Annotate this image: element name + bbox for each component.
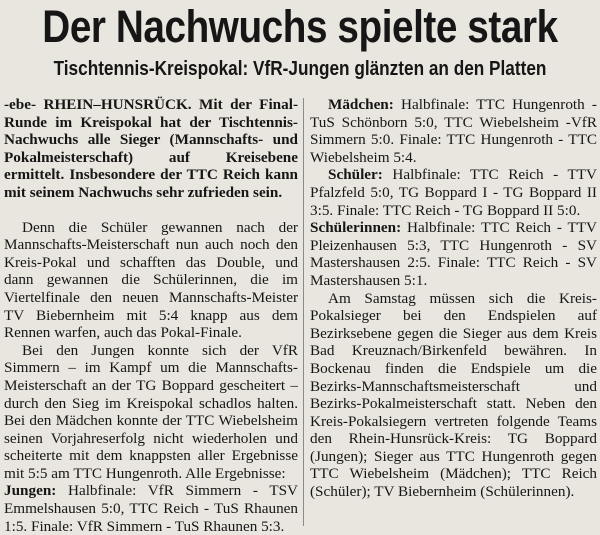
results-jungen-text: Halbfinale: VfR Simmern - TSV Emmelshausen 5:0, TTC Reich - TuS Rhaunen 1:5. Finale: VfR Simmern - TuS Rhaunen 5:3. <box>4 482 299 535</box>
results-schueler-text: Halbfinale: TTC Reich - TTV Pfalzfeld 5:0, TG Boppard I - TG Boppard II 3:5. Finale: TTC Reich - TG Boppard II 5:0. <box>310 166 597 219</box>
results-schuelerinnen <box>310 219 597 289</box>
body-paragraph-2: Bei den Jungen konnte sich der VfR Simmern – im Kampf um die Mannschafts-Meisterschaft an der TG Boppard gescheitert – durch den Sieg im Kreispokal schadlos halten. Bei den Mädchen konnte der TTC Wiebelsheim seinen Vorjahreserfolg nicht wiederholen und scheiterte mit dem knappsten aller Ergebnisse mit 5:5 am TTC Hungenroth. Alle Ergebnisse: <box>4 341 298 482</box>
results-schueler <box>310 166 597 219</box>
results-jungen-label: Jungen: <box>4 482 57 500</box>
body-paragraph-3: Am Samstag müssen sich die Kreis-Pokalsieger bei den Endspielen auf Bezirksebene gegen die Sieger aus dem Kreis Bad Kreuznach/Birkenfeld bewähren. In Bockenau finden die Endspiele um die Bezirks-Mannschaftsmeisterschaft und Bezirks-Pokalmeisterschaft statt. Neben den Kreis-Pokalsiegern vertreten folgende Teams den Rhein-Hunsrück-Kreis: TG Boppard (Jungen); Sieger aus TTC Hungenroth gegen TTC Wiebelsheim (Mädchen); TTC Reich (Schüler); TV Biebernheim (Schülerinnen). <box>310 289 597 501</box>
headline: Der Nachwuchs spielte stark <box>42 1 558 52</box>
results-schuelerinnen-text: Halbfinale: TTC Reich - TTV Pleizenhausen 5:3, TTC Hungenroth - SV Mastershausen 2:5. Finale: TTC Reich - SV Mastershausen 5:1. <box>310 219 597 289</box>
column-left <box>4 96 298 535</box>
results-schueler-label: Schüler: <box>328 166 383 184</box>
results-jungen <box>4 482 298 535</box>
results-maedchen <box>310 96 597 166</box>
body-paragraph-1: Denn die Schüler gewannen nach der Mannschafts-Meisterschaft nun auch noch den Kreis-Pokal und schafften das Double, und dann gewannen die Schülerinnen, die im Viertelfinale den neuen Mannschafts-Meister TV Biebernheim mit 5:4 knapp aus dem Rennen warfen, auch das Pokal-Finale. <box>4 218 298 342</box>
column-right <box>310 96 597 501</box>
results-schuelerinnen-label: Schülerinnen: <box>310 219 402 237</box>
lead-paragraph: -ebe- RHEIN–HUNSRÜCK. Mit der Final-Runde im Kreispokal hat der Tischtennis-Nachwuchs alle Sieger (Mannschafts- und Pokalmeisterschaft) auf Kreisebene ermittelt. Insbesondere der TTC Reich kann mit seinem Nachwuchs sehr zufrieden sein. <box>4 96 298 201</box>
column-divider <box>303 98 304 526</box>
subheadline: Tischtennis-Kreispokal: VfR-Jungen glänzten an den Platten <box>53 58 547 80</box>
results-maedchen-text: Halbfinale: TTC Hungenroth - TuS Schönborn 5:0, TTC Wiebelsheim -VfR Simmern 5:0. Finale: TTC Hungenroth - TTC Wiebelsheim 5:4. <box>310 96 597 166</box>
results-maedchen-label: Mädchen: <box>328 96 394 113</box>
